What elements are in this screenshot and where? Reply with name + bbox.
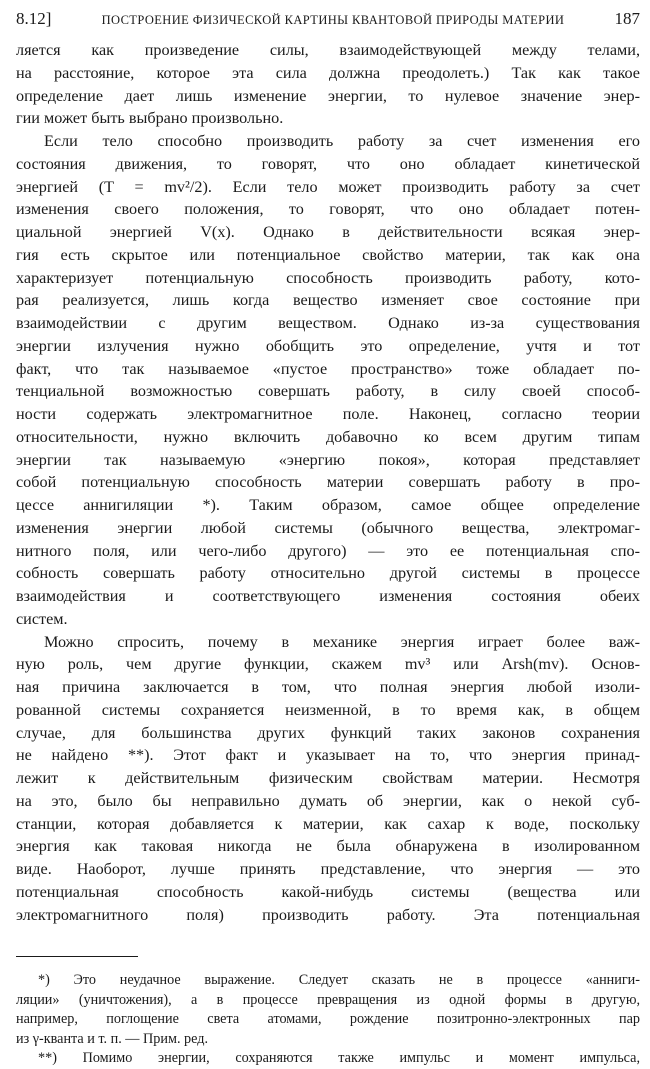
footnote-line: например, поглощение света атомами, рождение позитронно-электронных пар xyxy=(16,1011,640,1028)
text-line: ная причина заключается в том, что полная энергия любой изоли- xyxy=(16,678,640,696)
paragraph-2 xyxy=(16,130,640,631)
running-title: ПОСТРОЕНИЕ ФИЗИЧЕСКОЙ КАРТИНЫ КВАНТОВОЙ ПРИРОДЫ МАТЕРИИ xyxy=(101,13,565,27)
text-line: на это, было бы неправильно думать об энергии, как о некой суб- xyxy=(16,791,640,810)
text-line: циальной энергией V(x). Однако в действительности всякая энер- xyxy=(16,223,640,241)
page-number: 187 xyxy=(614,9,640,28)
paragraph-1 xyxy=(16,39,640,130)
text-line: систем. xyxy=(16,609,68,628)
text-line: состояния движения, то говорят, что оно обладает кинетической xyxy=(16,154,640,173)
paragraph-3 xyxy=(16,631,640,927)
text-line: взаимодействии с другим веществом. Однако из-за существования xyxy=(16,314,640,332)
text-line: электромагнитного поля) производить работу. Эта потенциальная xyxy=(16,905,640,924)
text-line: характеризует потенциальную способность производить работу, кото- xyxy=(16,268,640,287)
text-line: взаимодействия и соответствующего изменения состояния обеих xyxy=(16,587,640,605)
text-line: относительности, нужно включить добавочно ко всем другим типам xyxy=(16,427,640,446)
text-line: энергия как таковая никогда не была обнаружена в изолированном xyxy=(16,837,640,856)
text-line: собность совершать работу относительно другой системы в процессе xyxy=(16,564,640,583)
text-line: потенциальная способность какой-нибудь системы (вещества или xyxy=(16,882,640,901)
text-line: ную роль, чем другие функции, скажем mv³ или Arsh(mv). Основ- xyxy=(16,655,640,674)
text-line: станции, которая добавляется к материи, как сахар к воде, поскольку xyxy=(16,814,640,833)
text-line: факт, что так называемое «пустое пространство» тоже обладает по- xyxy=(16,359,640,378)
text-line: энергии так называемую «энергию покоя», которая представляет xyxy=(16,450,640,469)
text-line: не найдено **). Этот факт и указывает на то, что энергия принад- xyxy=(16,746,640,765)
text-line: изменения энергии любой системы (обычного вещества, электромаг- xyxy=(16,518,640,537)
text-line: Можно спросить, почему в механике энергия играет более важ- xyxy=(44,632,640,651)
text-line: рая реализуется, лишь когда вещество изменяет свое состояние при xyxy=(16,291,640,310)
footnote-1 xyxy=(16,971,640,1049)
text-line: лежит к действительным физическим свойствам материи. Несмотря xyxy=(16,769,640,787)
text-line: энергией (T = mv²/2). Если тело может производить работу за счет xyxy=(16,177,640,196)
footnote-2 xyxy=(16,1049,640,1069)
footnote-rule xyxy=(16,956,138,957)
footnote-line: **) Помимо энергии, сохраняются также импульс и момент импульса, xyxy=(38,1050,640,1067)
footnote-line: из γ-кванта и т. п. — Прим. ред. xyxy=(16,1030,209,1047)
text-line: тенциальной возможностью совершать работу, в силу своей способ- xyxy=(16,382,640,401)
text-line: цессе аннигиляции *). Таким образом, самое общее определение xyxy=(16,496,640,514)
text-line: определение дает лишь изменение энергии, то нулевое значение энер- xyxy=(16,86,640,105)
text-line: виде. Наоборот, лучше принять представление, что энергия — это xyxy=(16,860,640,878)
text-line: ности содержать электромагнитное поле. Наконец, согласно теории xyxy=(16,405,640,423)
text-line: гия есть скрытое или потенциальное свойство материи, так как она xyxy=(16,245,640,264)
footnote-line: ляции» (уничтожения), а в процессе превращения из одной формы в другую, xyxy=(16,991,640,1008)
text-line: Если тело способно производить работу за счет изменения его xyxy=(44,132,640,150)
text-line: гии может быть выбрано произвольно. xyxy=(16,109,284,128)
text-line: ляется как произведение силы, взаимодействующей между телами, xyxy=(16,41,640,59)
text-line: нитного поля, или чего-либо другого) — это ее потенциальная спо- xyxy=(16,541,640,560)
section-number: 8.12] xyxy=(16,9,52,28)
footnote-line: *) Это неудачное выражение. Следует сказать не в процессе «анниги- xyxy=(38,972,640,989)
text-line: рованной системы сохраняется неизменной, в то время как, в общем xyxy=(16,700,640,719)
text-line: изменения своего положения, то говорят, что оно обладает потен- xyxy=(16,200,640,219)
page-header xyxy=(16,8,640,31)
text-line: случае, для большинства других функций таких законов сохранения xyxy=(16,723,640,742)
text-line: на расстояние, которое эта сила должна преодолеть.) Так как такое xyxy=(16,63,640,82)
text-line: собой потенциальную способность материи совершать работу в про- xyxy=(16,473,640,492)
text-line: энергии излучения нужно обобщить это определение, учтя и тот xyxy=(16,336,640,355)
